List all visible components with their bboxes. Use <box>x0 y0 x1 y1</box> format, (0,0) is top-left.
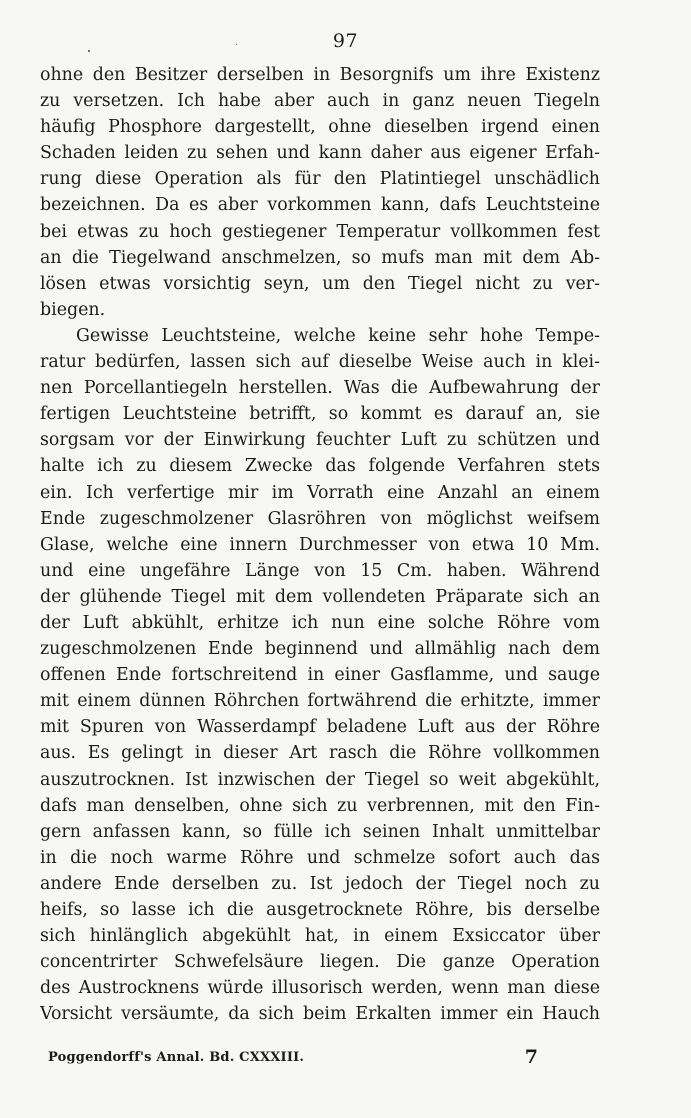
text-line: zu versetzen. Ich habe aber auch in ganz neuen Tiegeln <box>40 91 600 112</box>
text-line: Vorsicht versäumte, da sich beim Erkalten immer ein Hauch <box>40 1004 600 1025</box>
text-line: rung diese Operation als für den Platintiegel unschädlich <box>40 169 600 190</box>
text-line: ohne den Besitzer derselben in Besorgnifs um ihre Existenz <box>40 65 600 85</box>
text-line: Glase, welche eine innern Durchmesser von etwa 10 Mm. <box>40 534 600 555</box>
text-line: Ende zugeschmolzener Glasröhren von möglichst weifsem <box>40 508 600 529</box>
text-line: lösen etwas vorsichtig seyn, um den Tiegel nicht zu ver- <box>40 273 600 294</box>
text-line: gern anfassen kann, so fülle ich seinen Inhalt unmittelbar <box>40 821 600 842</box>
text-line: sich hinlänglich abgekühlt hat, in einem Exsiccator über <box>40 926 600 947</box>
text-line: concentrirter Schwefelsäure liegen. Die ganze Operation <box>40 952 600 973</box>
text-line: halte ich zu diesem Zwecke das folgende Verfahren stets <box>40 456 600 477</box>
text-line: fertigen Leuchtsteine betrifft, so kommt es darauf an, sie <box>40 404 600 425</box>
text-line: nen Porcellantiegeln herstellen. Was die Aufbewahrung der <box>40 378 600 399</box>
text-line: dafs man denselben, ohne sich zu verbrennen, mit den Fin- <box>40 795 600 816</box>
page-number: 97 <box>332 30 359 52</box>
text-line: mit einem dünnen Röhrchen fortwährend die erhitzte, immer <box>40 691 600 712</box>
text-line: der Luft abkühlt, erhitze ich nun eine solche Röhre vom <box>40 612 600 633</box>
text-line: bezeichnen. Da es aber vorkommen kann, dafs Leuchtsteine <box>40 195 600 216</box>
text-line: zugeschmolzenen Ende beginnend und allmählig nach dem <box>40 639 600 660</box>
text-line: biegen. <box>40 299 106 320</box>
text-line: aus. Es gelingt in dieser Art rasch die Röhre vollkommen <box>40 743 600 764</box>
text-line: sorgsam vor der Einwirkung feuchter Luft zu schützen und <box>40 430 600 451</box>
text-line: und eine ungefähre Länge von 15 Cm. haben. Während <box>40 560 600 581</box>
text-line: bei etwas zu hoch gestiegener Temperatur vollkommen fest <box>40 221 600 242</box>
body-text <box>40 62 600 1027</box>
text-line: häufig Phosphore dargestellt, ohne dieselben irgend einen <box>40 117 600 138</box>
text-line: in die noch warme Röhre und schmelze sofort auch das <box>40 847 600 868</box>
text-line: offenen Ende fortschreitend in einer Gasflamme, und sauge <box>40 665 600 686</box>
paragraph-first-line: Gewisse Leuchtsteine, welche keine sehr hohe Tempe- <box>76 325 600 346</box>
gathering-number: 7 <box>524 1046 538 1068</box>
text-line: mit Spuren von Wasserdampf beladene Luft aus der Röhre <box>40 717 600 738</box>
text-line: andere Ende derselben zu. Ist jedoch der Tiegel noch zu <box>40 873 600 894</box>
journal-signature: Poggendorff's Annal. Bd. CXXXIII. <box>48 1050 305 1065</box>
text-line: ratur bedürfen, lassen sich auf dieselbe Weise auch in klei- <box>40 352 600 373</box>
text-line: an die Tiegelwand anschmelzen, so mufs man mit dem Ab- <box>40 247 600 268</box>
text-line: des Austrocknens würde illusorisch werden, wenn man diese <box>40 978 600 999</box>
text-line: Schaden leiden zu sehen und kann daher aus eigener Erfah- <box>40 143 600 164</box>
text-line: auszutrocknen. Ist inzwischen der Tiegel so weit abgekühlt, <box>40 769 600 790</box>
page-footer <box>48 1046 538 1072</box>
text-line: heifs, so lasse ich die ausgetrocknete Röhre, bis derselbe <box>40 900 600 920</box>
text-line: ein. Ich verfertige mir im Vorrath eine Anzahl an einem <box>40 482 600 503</box>
text-line: der glühende Tiegel mit dem vollendeten Präparate sich an <box>40 586 600 607</box>
